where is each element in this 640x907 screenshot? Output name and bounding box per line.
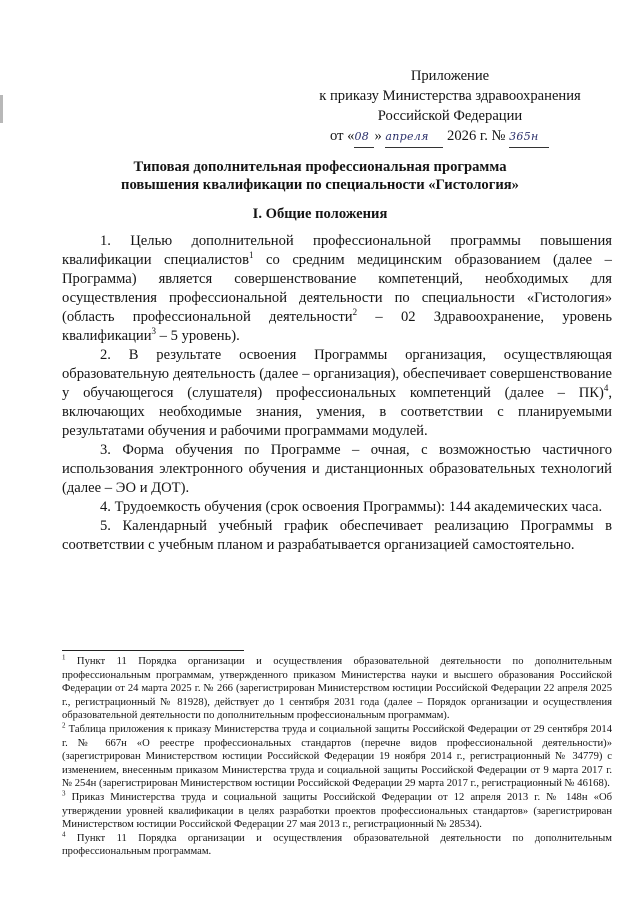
paragraph-3: 3. Форма обучения по Программе – очная, с возможностью частичного использования электронного обучения и дистанционных образовательных технологий (далее – ЭО и ДОТ). bbox=[62, 442, 612, 496]
paragraph-4: 4. Трудоемкость обучения (срок освоения Программы): 144 академических часа. bbox=[100, 499, 603, 515]
order-reference-line bbox=[300, 126, 600, 148]
section-heading: I. Общие положения bbox=[252, 206, 388, 222]
footnote-separator bbox=[62, 650, 244, 651]
footnote-1-text: Пункт 11 Порядка организации и осуществления образовательной деятельности по дополнительным профессиональным программам, утвержденного приказом Министерства науки и высшего образования Российской Федерации от 24 марта 2025 г. № 266 (зарегистрирован Министерством юстиции Российской Федерации 22 апреля 2025 г., регистрационный № 81928), действует до 1 сентября 2031 года (далее – Порядок организации и осуществления образовательной деятельности по дополнительным профессиональным программам). bbox=[62, 656, 612, 722]
document-title bbox=[80, 158, 560, 194]
footnote-2-mark: 2 bbox=[62, 721, 66, 730]
footnote-1 bbox=[62, 655, 612, 723]
handwritten-day: 08 bbox=[354, 127, 374, 148]
paragraph-1 bbox=[62, 232, 612, 346]
paragraph-2 bbox=[62, 346, 612, 441]
footnote-4-mark: 4 bbox=[62, 830, 66, 839]
footnote-1-mark: 1 bbox=[62, 653, 66, 662]
footnote-ref-3: 3 bbox=[151, 326, 157, 337]
paragraph-2-part-b: , включающих необходимые знания, умения, в соответствии с планируемыми результатами обучения и рабочими программами модулей. bbox=[62, 385, 612, 439]
footnote-4 bbox=[62, 832, 612, 859]
date-year: 2026 г. № bbox=[447, 128, 506, 144]
handwritten-month: апреля bbox=[385, 127, 443, 148]
paragraph-1-part-c: – 02 Здравоохранение, уровень квалификации bbox=[62, 309, 612, 344]
approval-line-1: Приложение bbox=[410, 68, 490, 84]
footnote-3-text: Приказ Министерства труда и социальной защиты Российской Федерации от 12 апреля 2013 г. № 148н «Об утверждении уровней квалификации в целях разработки проектов профессиональных стандартов» (зарегистрирован Министерством юстиции Российской Федерации 27 мая 2013 г., регистрационный № 28534). bbox=[62, 791, 612, 831]
body-text bbox=[62, 232, 612, 555]
date-close-quote: » bbox=[374, 128, 382, 144]
paragraph-2-part-a: 2. В результате освоения Программы организация, осуществляющая образовательную деятельность (далее – организация), обеспечивает совершенствование у обучающегося (слушателя) профессиональных компетенций (далее – ПК) bbox=[62, 347, 612, 401]
approval-line-3: Российской Федерации bbox=[377, 108, 523, 124]
footnotes bbox=[62, 655, 612, 859]
footnote-4-text: Пункт 11 Порядка организации и осуществления образовательной деятельности по дополнительным профессиональным программам. bbox=[62, 832, 612, 858]
footnote-ref-1: 1 bbox=[249, 250, 254, 261]
title-line-1: Типовая дополнительная профессиональная программа bbox=[133, 159, 507, 175]
footnote-2 bbox=[62, 723, 612, 791]
paragraph-1-part-a: 1. Целью дополнительной профессиональной программы повышения квалификации специалистов bbox=[62, 233, 612, 268]
footnote-3-mark: 3 bbox=[62, 789, 66, 798]
paragraph-5: 5. Календарный учебный график обеспечивает реализацию Программы в соответствии с учебным планом и разрабатывается организацией самостоятельно. bbox=[62, 518, 612, 553]
footnote-ref-4: 4 bbox=[603, 383, 609, 394]
approval-line-2: к приказу Министерства здравоохранения bbox=[319, 88, 581, 104]
footnote-3 bbox=[62, 791, 612, 832]
approval-block bbox=[300, 66, 600, 148]
paragraph-1-part-d: – 5 уровень). bbox=[156, 328, 240, 344]
footnote-ref-2: 2 bbox=[352, 307, 358, 318]
footnote-2-text: Таблица приложения к приказу Министерства труда и социальной защиты Российской Федерации от 29 сентября 2014 г. № 667н «О реестре профессиональных стандартов (перечне видов профессиональной деятельности)» (зарегистрирован Министерством юстиции Российской Федерации 19 ноября 2014 г., регистрационный № 34779) с изменением, внесенным приказом Министерства труда и социальной защиты Российской Федерации от 9 марта 2017 г. № 254н (зарегистрирован Министерством юстиции Российской Федерации 29 марта 2017 г., регистрационный № 46168). bbox=[62, 723, 612, 790]
scan-edge-mark bbox=[0, 95, 3, 123]
handwritten-order-number: 365н bbox=[509, 127, 549, 148]
title-line-2: повышения квалификации по специальности «Гистология» bbox=[121, 177, 519, 193]
date-prefix: от « bbox=[330, 128, 355, 144]
paragraph-1-part-b: со средним медицинским образованием (далее – Программа) является совершенствование компетенций, необходимых для осуществления профессиональной деятельности по специальности «Гистология» (область профессиональной деятельности bbox=[62, 252, 612, 325]
